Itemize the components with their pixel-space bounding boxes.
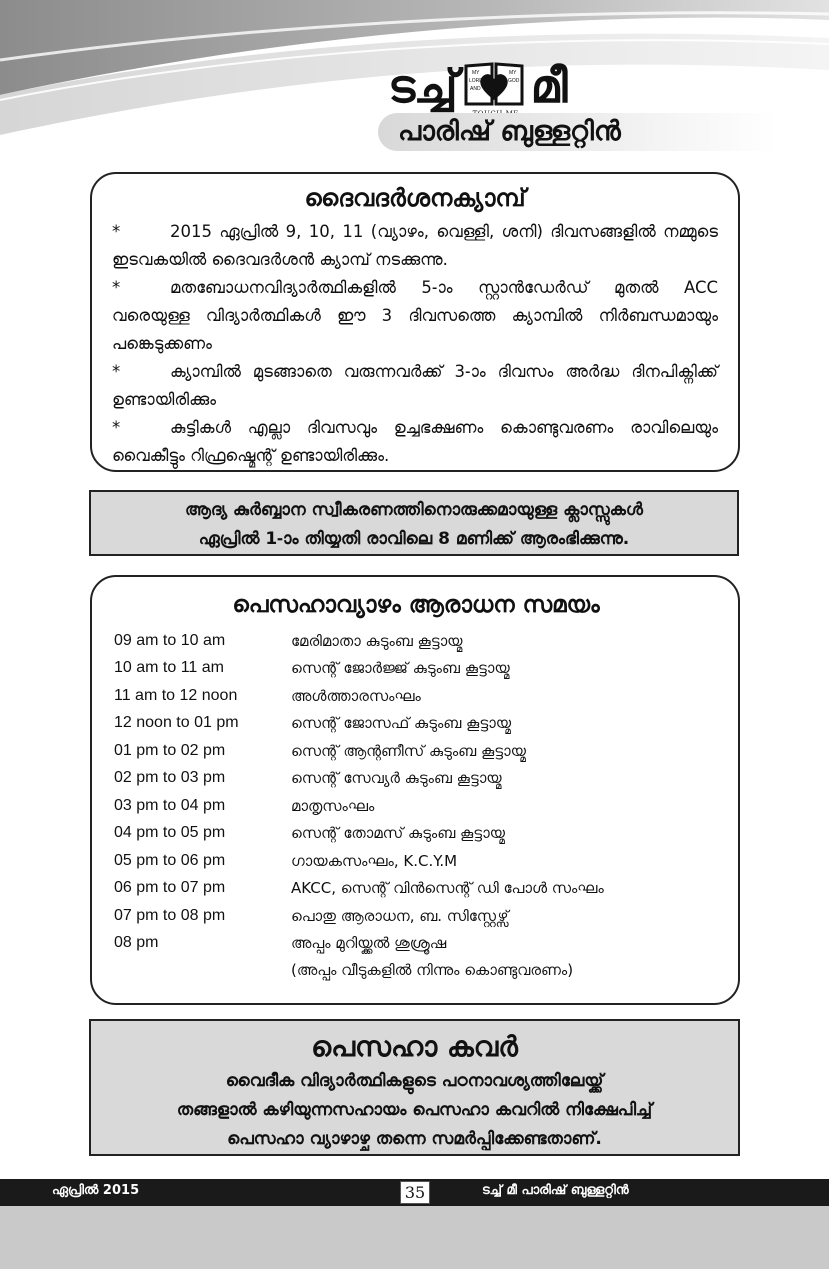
schedule-row	[114, 902, 718, 930]
first-communion-notice	[89, 490, 739, 556]
schedule-group: പൊതു ആരാധന, ബ. സിസ്റ്റേഴ്സ്	[291, 906, 509, 925]
logo-word: GOD	[507, 77, 519, 84]
camp-title: ദൈവദർശനക്യാമ്പ്	[304, 184, 526, 212]
cover-title: പെസഹാ കവർ	[311, 1030, 518, 1063]
schedule-time: 04 pm to 05 pm	[114, 824, 226, 842]
schedule-group: സെന്റ് ജോസഫ് കുടുംബ കൂട്ടായ്മ	[291, 714, 512, 733]
camp-item	[112, 274, 718, 358]
schedule-row	[114, 792, 718, 820]
camp-item	[112, 414, 718, 470]
schedule-group: മേരിമാതാ കുടുംബ കൂട്ടായ്മ	[291, 631, 463, 650]
camp-item-text: കുട്ടികൾ എല്ലാ ദിവസവും ഉച്ചഭക്ഷണം കൊണ്ടുവരണം രാവിലെയും വൈകീട്ടും റിഫ്രഷ്മെന്റ് ഉണ്ടായിരിക്കും.	[112, 418, 718, 465]
schedule-row	[114, 737, 718, 765]
schedule-time: 06 pm to 07 pm	[114, 879, 226, 897]
logo-word: MY	[508, 69, 517, 76]
bullet-star: *	[112, 278, 121, 297]
schedule-row	[114, 847, 718, 875]
schedule-row	[114, 930, 718, 958]
camp-item-text: ക്യാമ്പിൽ മുടങ്ങാതെ വരുന്നവർക്ക് 3-ാം ദിവസം അർദ്ധ ദിനപിക്നിക്ക് ഉണ്ടായിരിക്കും	[112, 362, 718, 409]
schedule-time: 05 pm to 06 pm	[114, 851, 226, 869]
logo-word: AND	[469, 85, 481, 92]
cover-line: തങ്ങളാൽ കഴിയുന്നസഹായം പെസഹാ കവറിൽ നിക്ഷേപിച്ച്	[176, 1100, 653, 1120]
masthead-title-left: ടച്ച്	[388, 58, 457, 113]
page-header	[0, 0, 829, 165]
schedule-group: ഗായകസംഘം, K.C.Y.M	[291, 851, 458, 870]
schedule-row	[114, 875, 718, 903]
schedule-time: 02 pm to 03 pm	[114, 769, 226, 787]
camp-item	[112, 218, 718, 274]
schedule-row	[114, 710, 718, 738]
page-number: 35	[400, 1181, 430, 1204]
camp-item-text: 2015 ഏപ്രിൽ 9, 10, 11 (വ്യാഴം, വെള്ളി, ശനി) ദിവസങ്ങളിൽ നമ്മുടെ ഇടവകയിൽ ദൈവദർശൻ ക്യാമ്പ് നടക്കുന്നു.	[112, 222, 718, 269]
schedule-group: സെന്റ് തോമസ് കുടുംബ കൂട്ടായ്മ	[291, 824, 506, 843]
notice-line: ആദ്യ കുർബ്ബാന സ്വീകരണത്തിനൊരുക്കമായുള്ള ക്ലാസ്സുകൾ	[185, 500, 643, 520]
masthead-subtitle: പാരിഷ് ബുള്ളറ്റിൻ	[398, 116, 621, 147]
logo-word: MY	[471, 69, 480, 76]
schedule-group: സെന്റ് ജോർജ്ജ് കുടുംബ കൂട്ടായ്മ	[291, 659, 510, 678]
schedule-group: മാതൃസംഘം	[291, 796, 375, 815]
logo-word: LORD	[468, 77, 483, 84]
notice-line: ഏപ്രിൽ 1-ാം തിയ്യതി രാവിലെ 8 മണിക്ക് ആരംഭിക്കുന്നു.	[198, 529, 630, 549]
footer-publication-name: ടച്ച് മീ പാരിഷ് ബുള്ളറ്റിൻ	[482, 1183, 629, 1198]
schedule-time: 12 noon to 01 pm	[114, 714, 239, 732]
schedule-time: 07 pm to 08 pm	[114, 906, 226, 924]
masthead-title-right: മീ	[530, 58, 567, 113]
camp-item-text: മതബോധനവിദ്യാർത്ഥികളിൽ 5-ാം സ്റ്റാൻഡേർഡ് മുതൽ ACC വരെയുള്ള വിദ്യാർത്ഥികൾ ഈ 3 ദിവസത്തെ ക്യാമ്പിൽ നിർബന്ധമായും പങ്കെടുക്കണം	[112, 278, 718, 353]
page-footer	[0, 1179, 829, 1206]
schedule-group: അപ്പം മുറിയ്ക്കൽ ശുശ്രൂഷ	[291, 934, 447, 953]
cover-line: പെസഹാ വ്യാഴാഴ്ച തന്നെ സമർപ്പിക്കേണ്ടതാണ്.	[227, 1129, 602, 1149]
schedule-time: 08 pm	[114, 934, 159, 952]
camp-item	[112, 358, 718, 414]
pesaha-cover-box	[89, 1019, 740, 1156]
bullet-star: *	[112, 362, 121, 381]
footer-gray-band	[0, 1206, 829, 1269]
open-book-heart-icon	[463, 60, 525, 108]
schedule-row	[114, 765, 718, 793]
schedule-row	[114, 682, 718, 710]
schedule-time: 09 am to 10 am	[114, 631, 226, 649]
camp-announcement-box	[90, 172, 740, 472]
schedule-time: 03 pm to 04 pm	[114, 796, 226, 814]
schedule-title: പെസഹാവ്യാഴം ആരാധന സമയം	[232, 592, 600, 618]
cover-line: വൈദീക വിദ്യാർത്ഥികളുടെ പഠനാവശ്യത്തിലേയ്ക്ക്	[225, 1071, 604, 1091]
bullet-star: *	[112, 418, 121, 437]
masthead-title	[388, 58, 688, 113]
schedule-group: സെന്റ് സേവ്യർ കുടുംബ കൂട്ടായ്മ	[291, 769, 502, 788]
schedule-time: 01 pm to 02 pm	[114, 741, 226, 759]
schedule-row	[114, 820, 718, 848]
schedule-group: AKCC, സെന്റ് വിൻസെന്റ് ഡി പോൾ സംഘം	[291, 879, 604, 898]
schedule-group: അൾത്താരസംഘം	[291, 686, 421, 705]
schedule-note: (അപ്പം വീടുകളിൽ നിന്നും കൊണ്ടുവരണം)	[291, 961, 574, 979]
bullet-star: *	[112, 222, 121, 241]
schedule-time: 10 am to 11 am	[114, 659, 224, 677]
schedule-row	[114, 655, 718, 683]
schedule-time: 11 am to 12 noon	[114, 686, 238, 704]
touch-me-logo	[463, 60, 525, 112]
footer-date: ഏപ്രിൽ 2015	[52, 1183, 140, 1198]
adoration-schedule-box	[90, 575, 740, 1005]
schedule-group: സെന്റ് ആന്റണീസ് കുടുംബ കൂട്ടായ്മ	[291, 741, 526, 760]
schedule-table	[114, 627, 718, 957]
schedule-row	[114, 627, 718, 655]
